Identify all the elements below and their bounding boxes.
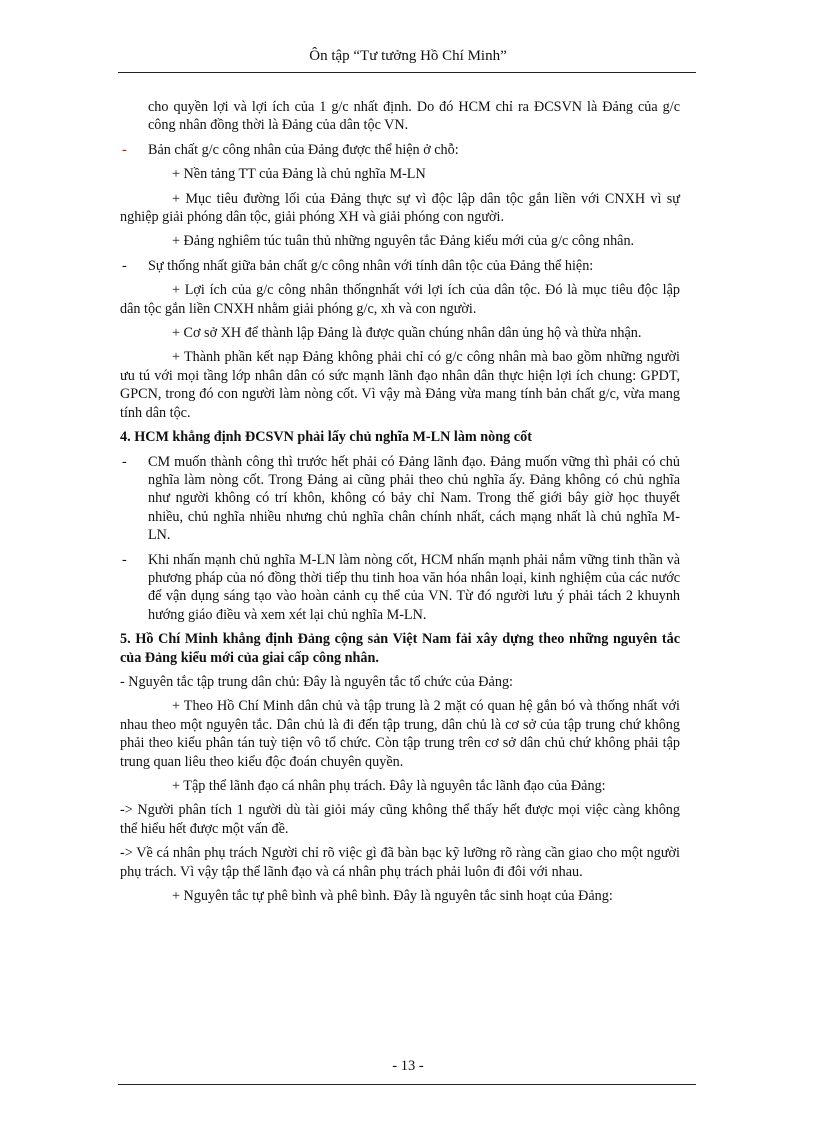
paragraph: cho quyền lợi và lợi ích của 1 g/c nhất định. Do đó HCM chỉ ra ĐCSVN là Đảng của g/c công nhân đồng thời là Đảng của dân tộc VN.	[148, 99, 680, 134]
paragraph: + Nguyên tắc tự phê bình và phê bình. Đây là nguyên tắc sinh hoạt của Đảng:	[172, 888, 613, 905]
paragraph: + Nền tảng TT của Đảng là chủ nghĩa M-LN	[172, 166, 426, 183]
bullet-item	[120, 257, 680, 275]
dash-bullet-icon: -	[122, 141, 127, 158]
bullet-text: Sự thống nhất giữa bản chất g/c công nhân với tính dân tộc của Đảng thể hiện:	[148, 257, 594, 274]
page-number: - 13 -	[392, 1058, 424, 1074]
document-body	[120, 98, 680, 911]
paragraph: -> Người phân tích 1 người dù tài giỏi máy cũng không thể thấy hết được mọi việc càng không thể hiểu hết được một vấn đề.	[120, 802, 680, 837]
bullet-text: Bản chất g/c công nhân của Đảng được thể hiện ở chỗ:	[148, 141, 459, 158]
bullet-item	[120, 551, 680, 625]
section-heading: 5. Hồ Chí Minh khẳng định Đảng cộng sản Việt Nam fải xây dựng theo những nguyên tắc của Đảng kiểu mới của giai cấp công nhân.	[120, 631, 680, 666]
paragraph: + Cơ sở XH để thành lập Đảng là được quần chúng nhân dân ủng hộ và thừa nhận.	[172, 325, 642, 342]
bullet-item	[120, 453, 680, 545]
paragraph: + Mục tiêu đường lối của Đảng thực sự vì độc lập dân tộc gắn liền với CNXH vì sự nghiệp giải phóng dân tộc, giải phóng XH và giải phóng con người.	[120, 190, 680, 226]
paragraph: + Theo Hồ Chí Minh dân chủ và tập trung là 2 mặt có quan hệ gắn bó và thống nhất với nhau theo một nguyên tắc. Dân chủ là đi đến tập trung, dân chủ là cơ sở của tập trung chứ không phải theo kiểu phân tán tuỳ tiện vô tổ chức. Còn tập trung trên cơ sở dân chủ chứ không phải tập trung quan liêu theo kiểu độc đoán chuyên quyền.	[120, 698, 680, 770]
paragraph: + Tập thể lãnh đạo cá nhân phụ trách. Đây là nguyên tắc lãnh đạo của Đảng:	[172, 778, 606, 794]
paragraph: + Thành phần kết nạp Đảng không phải chỉ có g/c công nhân mà bao gồm những người ưu tú với mọi tầng lớp nhân dân có sức mạnh lãnh đạo nhân dân thực hiện lợi ích chung: GPDT, GPCN, trong đó con người làm nòng cốt. Vì vậy mà Đảng vừa mang tính bản chất g/c, vừa mang tính dân tộc.	[120, 349, 680, 421]
section-heading: 4. HCM khẳng định ĐCSVN phải lấy chủ nghĩa M-LN làm nòng cốt	[120, 429, 532, 446]
header-divider	[118, 72, 696, 73]
page-header-title: Ôn tập “Tư tưởng Hồ Chí Minh”	[309, 48, 507, 64]
paragraph: + Đảng nghiêm túc tuân thủ những nguyên tắc Đảng kiểu mới của g/c công nhân.	[172, 233, 635, 250]
paragraph: + Lợi ích của g/c công nhân thốngnhất với lợi ích của dân tộc. Đó là mục tiêu độc lập dân tộc gắn liền CNXH nhằm giải phóng g/c, xh và con người.	[120, 282, 680, 317]
footer-divider	[118, 1084, 696, 1085]
paragraph: - Nguyên tắc tập trung dân chủ: Đây là nguyên tắc tổ chức của Đảng:	[120, 673, 513, 690]
dash-bullet-icon: -	[122, 453, 127, 470]
paragraph: -> Về cá nhân phụ trách Người chỉ rõ việc gì đã bàn bạc kỹ lưỡng rõ ràng cần giao cho một người phụ trách. Vì vậy tập thể lãnh đạo và cá nhân phụ trách phải luôn đi đôi với nhau.	[120, 845, 680, 880]
dash-bullet-icon: -	[122, 551, 127, 568]
bullet-text: CM muốn thành công thì trước hết phải có Đảng lãnh đạo. Đảng muốn vững thì phải có chủ nghĩa làm nòng cốt. Trong Đảng ai cũng phải theo chủ nghĩa ấy. Đảng không có chủ nghĩa như người không có trí khôn, không có bảy chỉ Nam. Trong thế giới bây giờ học thuyết nhiều, chủ nghĩa nhiều nhưng chủ nghĩa chân chính nhất, cách mạng nhất là chủ nghĩa M-LN.	[148, 453, 680, 544]
bullet-item	[120, 141, 680, 159]
dash-bullet-icon: -	[122, 257, 127, 274]
bullet-text: Khi nhấn mạnh chủ nghĩa M-LN làm nòng cốt, HCM nhấn mạnh phải nắm vững tinh thần và phương pháp của nó đồng thời tiếp thu tinh hoa văn hóa nhân loại, kinh nghiệm của các nước để vận dụng sáng tạo vào hoàn cảnh cụ thể của VN. Từ đó người lưu ý phải tách 2 khuynh hướng giáo điều và xem xét lại chủ nghĩa M-LN.	[148, 551, 680, 623]
